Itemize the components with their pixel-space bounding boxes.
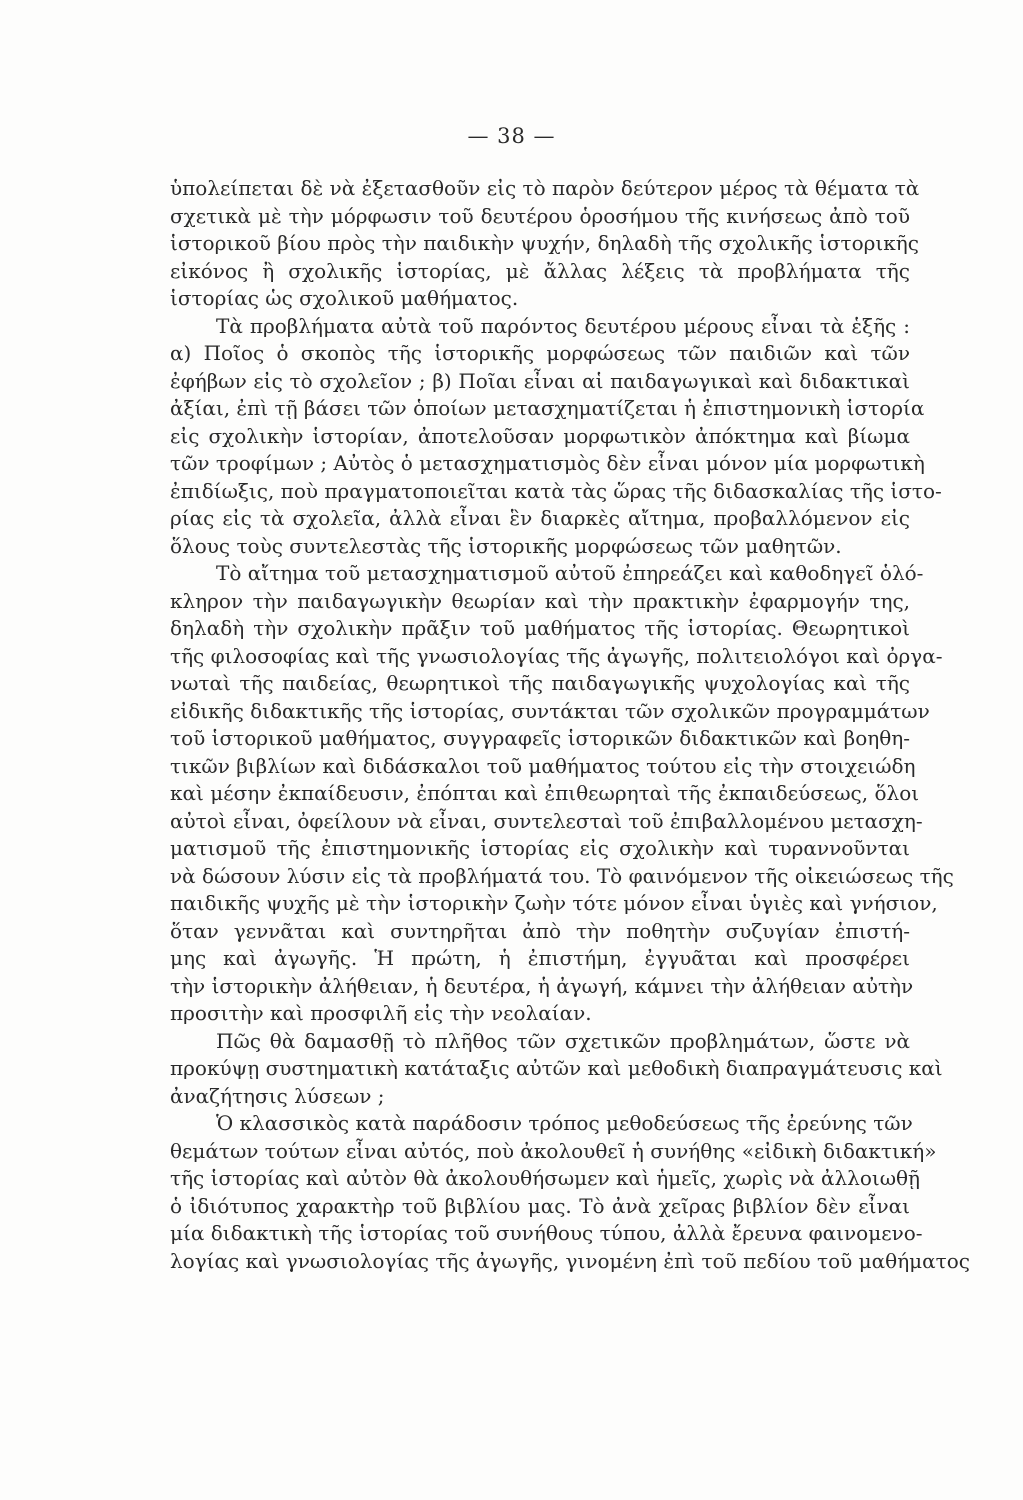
text-line: Ὁ κλασσικὸς κατὰ παράδοσιν τρόπος μεθοδεύσεως τῆς ἐρεύνης τῶν	[216, 1111, 913, 1135]
text-line: τὴν ἱστορικὴν ἀλήθειαν, ἡ δευτέρα, ἡ ἀγωγή, κάμνει τὴν ἀλήθειαν αὐτὴν	[170, 973, 914, 998]
text-line: αὐτοὶ εἶναι, ὀφείλουν νὰ εἶναι, συντελεσταὶ τοῦ ἐπιβαλλομένου μετασχη-	[170, 808, 923, 833]
text-line: λογίας καὶ γνωσιολογίας τῆς ἀγωγῆς, γινομένη ἐπὶ τοῦ πεδίου τοῦ μαθήματος	[170, 1248, 970, 1273]
text-line: σχετικὰ μὲ τὴν μόρφωσιν τοῦ δευτέρου ὁροσήμου τῆς κινήσεως ἀπὸ τοῦ	[170, 203, 910, 228]
text-line: τοῦ ἱστορικοῦ μαθήματος, συγγραφεῖς ἱστορικῶν διδακτικῶν καὶ βοηθη-	[170, 726, 910, 750]
text-line: Τὸ αἴτημα τοῦ μετασχηματισμοῦ αὐτοῦ ἐπηρεάζει καὶ καθοδηγεῖ ὁλό-	[216, 561, 924, 585]
text-line: μης καὶ ἀγωγῆς. Ἡ πρώτη, ἡ ἐπιστήμη, ἐγγυᾶται καὶ προσφέρει	[170, 946, 910, 970]
text-line: ἱστορικοῦ βίου πρὸς τὴν παιδικὴν ψυχήν, δηλαδὴ τῆς σχολικῆς ἱστορικῆς	[170, 231, 919, 255]
text-line: ὁ ἰδιότυπος χαρακτὴρ τοῦ βιβλίου μας. Τὸ ἀνὰ χεῖρας βιβλίον δὲν εἶναι	[170, 1193, 910, 1218]
page-number: — 38 —	[467, 124, 556, 148]
text-line: προκύψῃ συστηματικὴ κατάταξις αὐτῶν καὶ μεθοδικὴ διαπραγμάτευσις καὶ	[170, 1056, 943, 1080]
text-line: προσιτὴν καὶ προσφιλῆ εἰς τὴν νεολαίαν.	[170, 1001, 592, 1025]
text-line: ὅλους τοὺς συντελεστὰς τῆς ἱστορικῆς μορφώσεως τῶν μαθητῶν.	[170, 533, 842, 558]
text-line: ρίας εἰς τὰ σχολεῖα, ἀλλὰ εἶναι ἓν διαρκὲς αἴτημα, προβαλλόμενον εἰς	[170, 506, 910, 530]
text-line: Τὰ προβλήματα αὐτὰ τοῦ παρόντος δευτέρου μέρους εἶναι τὰ ἑξῆς :	[216, 313, 910, 338]
text-line: ἐφήβων εἰς τὸ σχολεῖον ; β) Ποῖαι εἶναι αἱ παιδαγωγικαὶ καὶ διδακτικαὶ	[170, 368, 910, 393]
text-line: παιδικῆς ψυχῆς μὲ τὴν ἱστορικὴν ζωὴν τότε μόνον εἶναι ὑγιὲς καὶ γνήσιον,	[170, 891, 938, 915]
text-line: τῶν τροφίμων ; Αὐτὸς ὁ μετασχηματισμὸς δὲν εἶναι μόνον μία μορφωτικὴ	[170, 451, 925, 475]
text-line: δηλαδὴ τὴν σχολικὴν πρᾶξιν τοῦ μαθήματος τῆς ἱστορίας. Θεωρητικοὶ	[170, 616, 910, 640]
text-line: εἰκόνος ἢ σχολικῆς ἱστορίας, μὲ ἄλλας λέξεις τὰ προβλήματα τῆς	[170, 258, 910, 283]
text-line: Πῶς θὰ δαμασθῇ τὸ πλῆθος τῶν σχετικῶν προβλημάτων, ὥστε νὰ	[216, 1028, 910, 1053]
text-line: μία διδακτικὴ τῆς ἱστορίας τοῦ συνήθους τύπου, ἀλλὰ ἔρευνα φαινομενο-	[170, 1221, 923, 1245]
text-line: τῆς ἱστορίας καὶ αὐτὸν θὰ ἀκολουθήσωμεν καὶ ἡμεῖς, χωρὶς νὰ ἀλλοιωθῇ	[170, 1166, 921, 1190]
text-line: νωταὶ τῆς παιδείας, θεωρητικοὶ τῆς παιδαγωγικῆς ψυχολογίας καὶ τῆς	[170, 671, 910, 695]
text-line: τικῶν βιβλίων καὶ διδάσκαλοι τοῦ μαθήματος τούτου εἰς τὴν στοιχειώδη	[170, 753, 916, 778]
text-line: νὰ δώσουν λύσιν εἰς τὰ προβλήματά του. Τὸ φαινόμενον τῆς οἰκειώσεως τῆς	[170, 863, 954, 888]
text-line: ὑπολείπεται δὲ νὰ ἐξετασθοῦν εἰς τὸ παρὸν δεύτερον μέρος τὰ θέματα τὰ	[170, 176, 920, 200]
body-text	[170, 175, 970, 1275]
text-line: θεμάτων τούτων εἶναι αὐτός, ποὺ ἀκολουθεῖ ἡ συνήθης «εἰδικὴ διδακτική»	[170, 1138, 937, 1163]
text-line: ἐπιδίωξις, ποὺ πραγματοποιεῖται κατὰ τὰς ὥρας τῆς διδασκαλίας τῆς ἱστο-	[170, 478, 942, 503]
text-line: ἀναζήτησις λύσεων ;	[170, 1083, 385, 1108]
text-line: εἰς σχολικὴν ἱστορίαν, ἀποτελοῦσαν μορφωτικὸν ἀπόκτημα καὶ βίωμα	[170, 423, 910, 448]
text-line: καὶ μέσην ἐκπαίδευσιν, ἐπόπται καὶ ἐπιθεωρηταὶ τῆς ἐκπαιδεύσεως, ὅλοι	[170, 781, 920, 805]
text-line: ὅταν γεννᾶται καὶ συντηρῆται ἀπὸ τὴν ποθητὴν συζυγίαν ἐπιστή-	[170, 918, 910, 943]
text-line: ἱστορίας ὡς σχολικοῦ μαθήματος.	[170, 286, 519, 310]
text-line: α) Ποῖος ὁ σκοπὸς τῆς ἱστορικῆς μορφώσεως τῶν παιδιῶν καὶ τῶν	[170, 341, 910, 365]
text-line: ματισμοῦ τῆς ἐπιστημονικῆς ἱστορίας εἰς σχολικὴν καὶ τυραννοῦνται	[170, 836, 910, 860]
text-line: εἰδικῆς διδακτικῆς τῆς ἱστορίας, συντάκται τῶν σχολικῶν προγραμμάτων	[170, 698, 930, 723]
text-line: ἀξίαι, ἐπὶ τῇ βάσει τῶν ὁποίων μετασχηματίζεται ἡ ἐπιστημονικὴ ἱστορία	[170, 396, 925, 420]
text-line: τῆς φιλοσοφίας καὶ τῆς γνωσιολογίας τῆς ἀγωγῆς, πολιτειολόγοι καὶ ὀργα-	[170, 643, 943, 668]
text-line: κληρον τὴν παιδαγωγικὴν θεωρίαν καὶ τὴν πρακτικὴν ἐφαρμογήν της,	[170, 588, 910, 613]
